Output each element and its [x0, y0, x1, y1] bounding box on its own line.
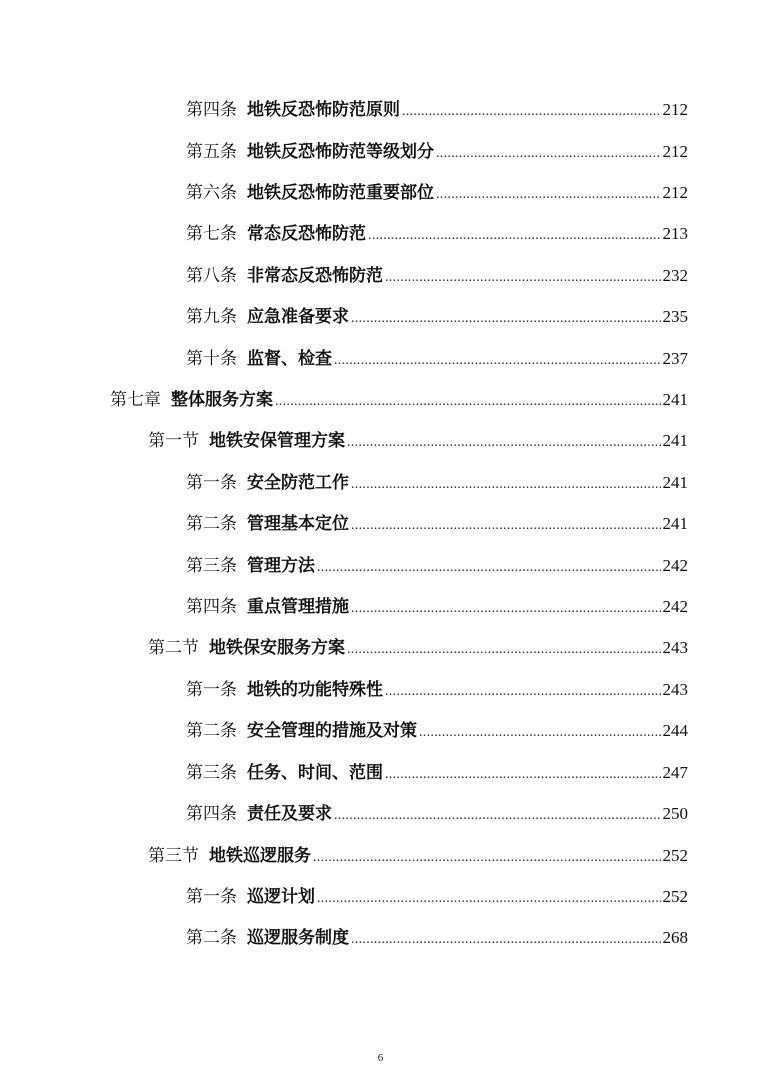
toc-entry-title: 重点管理措施	[247, 597, 349, 617]
toc-entry-number: 第八条	[186, 266, 237, 286]
toc-entry-number: 第三条	[186, 556, 237, 576]
toc-entry-title: 安全防范工作	[247, 473, 349, 493]
toc-entry-title: 非常态反恐怖防范	[247, 266, 383, 286]
toc-entry-title: 地铁反恐怖防范重要部位	[247, 183, 434, 203]
toc-entry-page: 235	[662, 307, 688, 326]
toc-entry[interactable]	[186, 510, 688, 538]
toc-entry-number: 第一条	[186, 473, 237, 493]
toc-entry-number: 第六条	[186, 183, 237, 203]
toc-entry-number: 第一条	[186, 887, 237, 907]
toc-entry[interactable]	[186, 759, 688, 787]
toc-entry-number: 第二条	[186, 928, 237, 948]
toc-entry-page: 241	[662, 390, 688, 409]
toc-entry-number: 第三条	[186, 763, 237, 783]
toc-leader-dots	[436, 140, 661, 168]
toc-entry-number: 第九条	[186, 307, 237, 327]
toc-leader-dots	[351, 305, 661, 333]
toc-entry[interactable]	[186, 220, 688, 248]
toc-entry[interactable]	[110, 386, 688, 414]
toc-entry[interactable]	[186, 96, 688, 124]
toc-entry[interactable]	[148, 634, 688, 662]
toc-entry[interactable]	[186, 345, 688, 373]
toc-leader-dots	[347, 429, 661, 457]
toc-entry-title: 常态反恐怖防范	[247, 224, 366, 244]
toc-entry-page: 237	[662, 349, 688, 368]
toc-entry-page: 252	[662, 846, 688, 865]
toc-entry[interactable]	[186, 552, 688, 580]
toc-entry-number: 第一条	[186, 680, 237, 700]
toc-entry-number: 第四条	[186, 804, 237, 824]
toc-entry-number: 第三节	[148, 846, 199, 866]
toc-leader-dots	[334, 802, 661, 830]
toc-entry[interactable]	[186, 303, 688, 331]
toc-entry-number: 第七条	[186, 224, 237, 244]
toc-entry-page: 241	[662, 431, 688, 450]
toc-entry-number: 第五条	[186, 142, 237, 162]
toc-entry-title: 地铁保安服务方案	[209, 638, 345, 658]
toc-entry-page: 241	[662, 514, 688, 533]
toc-entry-title: 监督、检查	[247, 349, 332, 369]
toc-entry-page: 212	[662, 183, 688, 202]
toc-entry-number: 第二节	[148, 638, 199, 658]
toc-entry-page: 243	[662, 638, 688, 657]
toc-entry-title: 巡逻计划	[247, 887, 315, 907]
toc-entry-title: 巡逻服务制度	[247, 928, 349, 948]
toc-entry-title: 地铁反恐怖防范等级划分	[247, 142, 434, 162]
toc-entry-page: 250	[662, 804, 688, 823]
toc-leader-dots	[317, 554, 661, 582]
toc-entry[interactable]	[186, 469, 688, 497]
toc-leader-dots	[436, 181, 661, 209]
toc-leader-dots	[334, 347, 661, 375]
toc-entry[interactable]	[186, 676, 688, 704]
toc-entry-title: 管理方法	[247, 556, 315, 576]
toc-leader-dots	[317, 885, 661, 913]
toc-entry[interactable]	[186, 883, 688, 911]
toc-entry-number: 第十条	[186, 349, 237, 369]
toc-entry-title: 整体服务方案	[171, 390, 273, 410]
toc-leader-dots	[351, 595, 661, 623]
toc-entry-title: 地铁的功能特殊性	[247, 680, 383, 700]
toc-entry[interactable]	[186, 138, 688, 166]
toc-entry-title: 任务、时间、范围	[247, 763, 383, 783]
toc-entry-number: 第一节	[148, 431, 199, 451]
toc-entry-page: 242	[662, 556, 688, 575]
toc-leader-dots	[402, 98, 661, 126]
toc-entry[interactable]	[186, 593, 688, 621]
toc-leader-dots	[351, 926, 661, 954]
toc-entry[interactable]	[186, 179, 688, 207]
toc-leader-dots	[275, 388, 661, 416]
toc-entry-number: 第二条	[186, 514, 237, 534]
toc-entry-page: 244	[662, 721, 688, 740]
toc-entry-number: 第四条	[186, 597, 237, 617]
toc-entry-page: 232	[662, 266, 688, 285]
toc-entry-title: 管理基本定位	[247, 514, 349, 534]
toc-entry-page: 268	[662, 928, 688, 947]
page-footer-number: 6	[377, 1052, 384, 1064]
toc-leader-dots	[351, 512, 661, 540]
toc-entry[interactable]	[148, 427, 688, 455]
toc-entry[interactable]	[186, 924, 688, 952]
toc-entry-title: 责任及要求	[247, 804, 332, 824]
toc-leader-dots	[385, 761, 661, 789]
toc-leader-dots	[368, 222, 661, 250]
toc-entry[interactable]	[186, 800, 688, 828]
toc-entry-number: 第四条	[186, 100, 237, 120]
toc-entry-page: 213	[662, 224, 688, 243]
toc-entry-page: 242	[662, 597, 688, 616]
toc-entry-page: 247	[662, 763, 688, 782]
toc-entry-title: 地铁安保管理方案	[209, 431, 345, 451]
toc-entry-page: 212	[662, 142, 688, 161]
toc-leader-dots	[419, 719, 661, 747]
toc-entry-page: 241	[662, 473, 688, 492]
toc-entry-title: 应急准备要求	[247, 307, 349, 327]
toc-entry[interactable]	[186, 262, 688, 290]
toc-entry-number: 第七章	[110, 390, 161, 410]
toc-entry-title: 地铁巡逻服务	[209, 846, 311, 866]
toc-leader-dots	[385, 678, 661, 706]
toc-entry[interactable]	[186, 717, 688, 745]
toc-leader-dots	[347, 636, 661, 664]
toc-entry-title: 地铁反恐怖防范原则	[247, 100, 400, 120]
toc-leader-dots	[313, 844, 661, 872]
toc-entry-title: 安全管理的措施及对策	[247, 721, 417, 741]
toc-entry-page: 252	[662, 887, 688, 906]
toc-leader-dots	[385, 264, 661, 292]
toc-entry-number: 第二条	[186, 721, 237, 741]
toc-leader-dots	[351, 471, 661, 499]
toc-entry-page: 243	[662, 680, 688, 699]
toc-entry-page: 212	[662, 100, 688, 119]
toc-entry[interactable]	[148, 842, 688, 870]
